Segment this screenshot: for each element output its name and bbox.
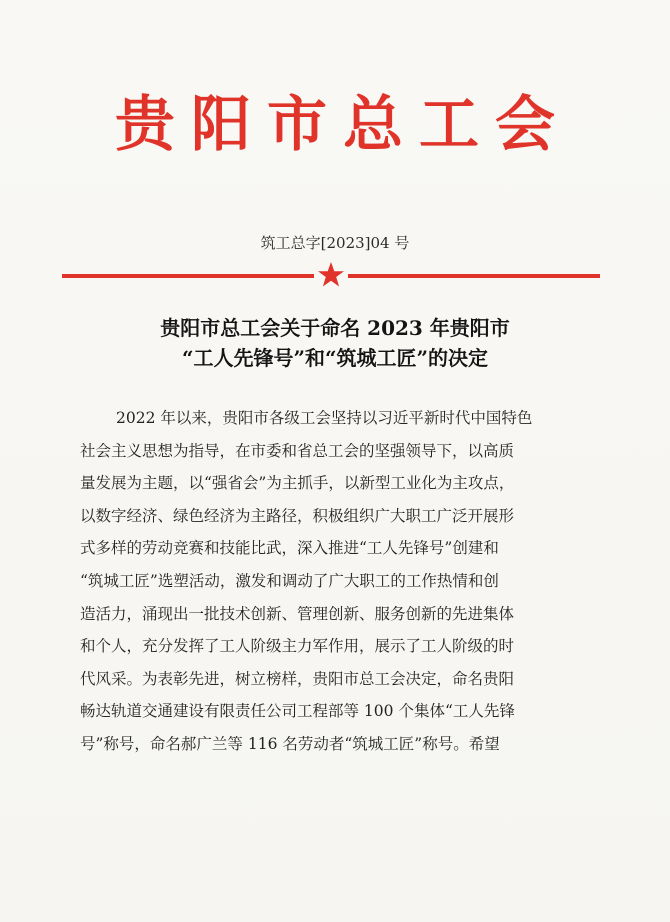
body-line: “筑城工匠”选塑活动，激发和调动了广大职工的工作热情和创 [80,571,499,590]
document-title [0,313,670,373]
body-line: 2022 年以来，贵阳市各级工会坚持以习近平新时代中国特色 [116,409,533,427]
body-line: 代风采。为表彰先进，树立榜样，贵阳市总工会决定，命名贵阳 [80,669,515,688]
body-line: 和个人，充分发挥了工人阶级主力军作用，展示了工人阶级的时 [80,637,515,656]
document-number: 筑工总字[2023]04 号 [260,234,410,252]
body-line: 畅达轨道交通建设有限责任公司工程部等 100 个集体“工人先锋 [80,702,515,721]
red-divider-left [62,274,314,278]
issuing-organization-header: 贵阳市总工会 [115,90,571,160]
body-line: 号”称号，命名郝广兰等 116 名劳动者“筑城工匠”称号。希望 [80,734,500,753]
body-line: 造活力，涌现出一批技术创新、管理创新、服务创新的先进集体 [80,604,515,623]
body-paragraph [80,402,590,761]
body-line: 式多样的劳动竞赛和技能比武，深入推进“工人先锋号”创建和 [80,539,499,558]
body-line: 量发展为主题，以“强省会”为主抓手，以新型工业化为主攻点， [80,474,515,493]
star-icon [316,260,346,290]
body-line: 社会主义思想为指导，在市委和省总工会的坚强领导下，以高质 [80,441,515,460]
title-line-1: 贵阳市总工会关于命名 2023 年贵阳市 [160,316,510,340]
title-line-2: “工人先锋号”和“筑城工匠”的决定 [181,346,488,370]
red-divider-right [348,274,600,278]
body-line: 以数字经济、绿色经济为主路径，积极组织广大职工广泛开展形 [80,506,515,525]
